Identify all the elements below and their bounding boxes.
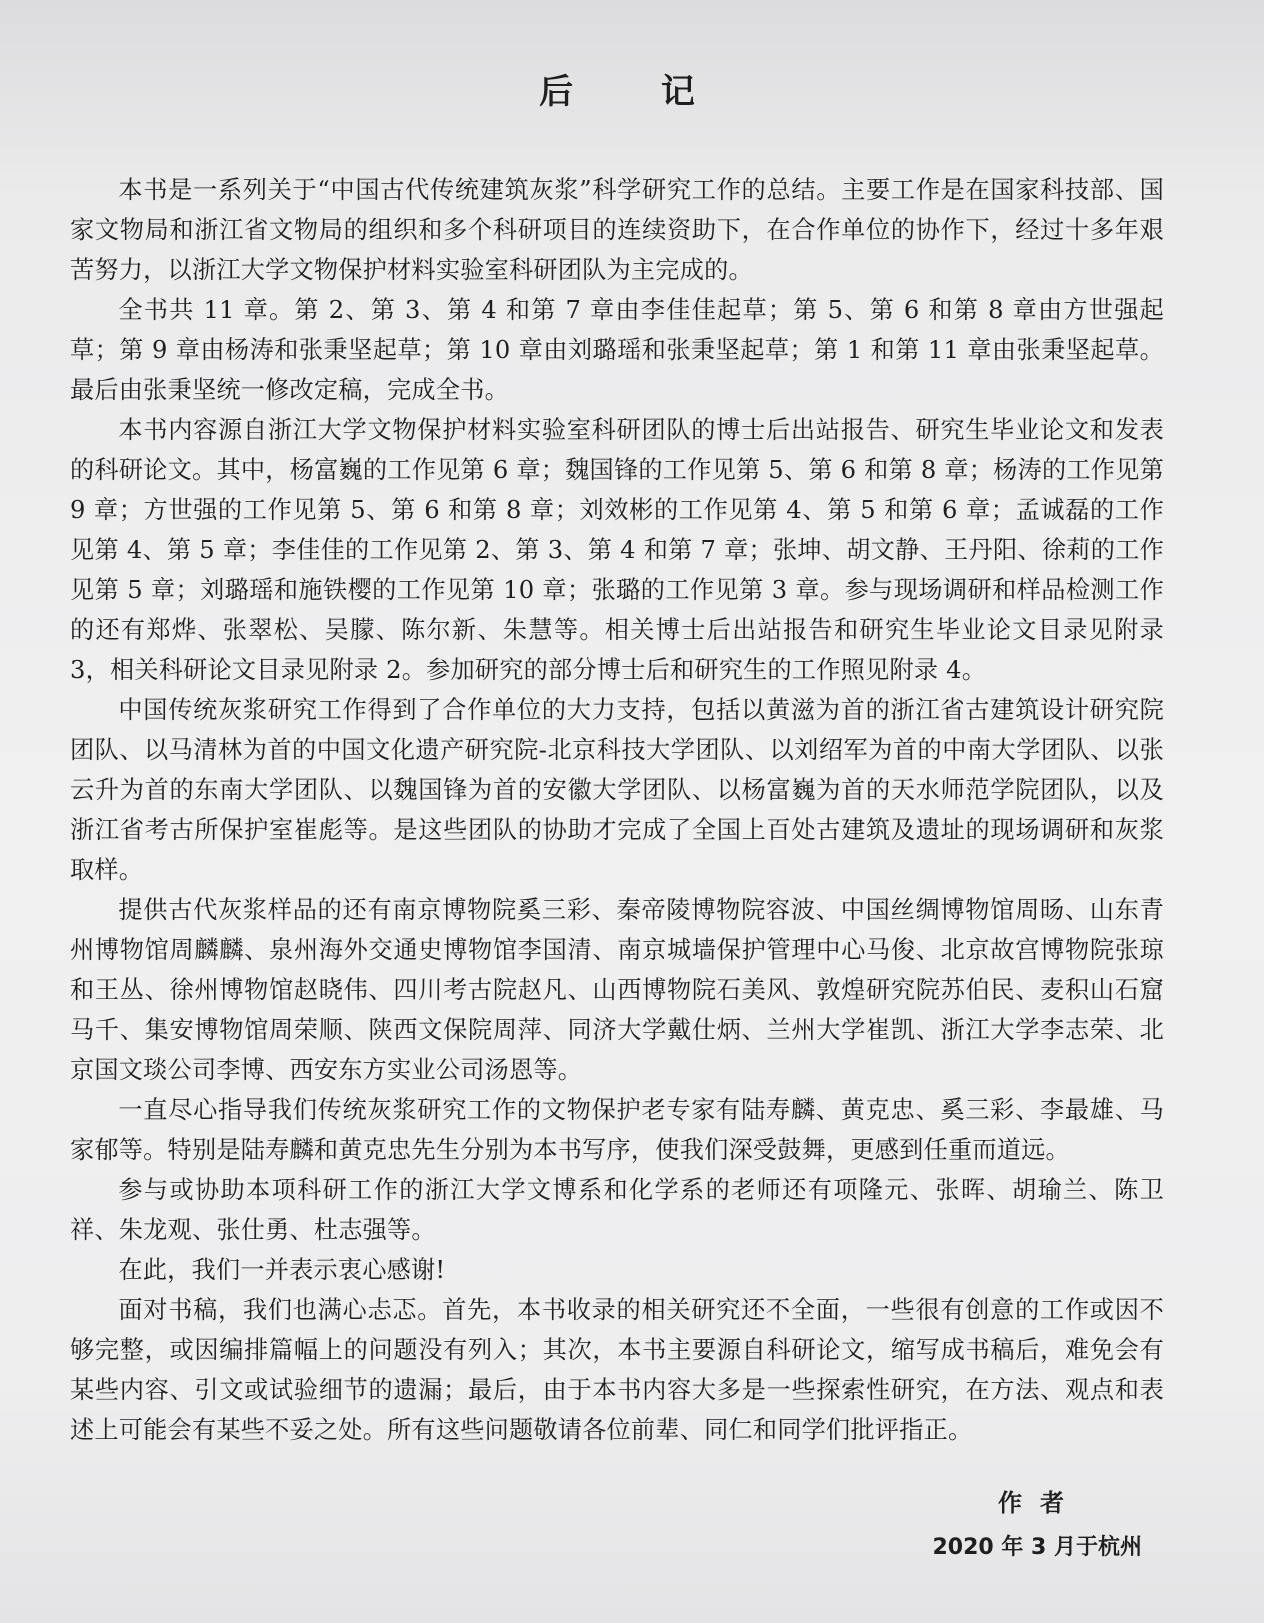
paragraph-faculty-help: 参与或协助本项科研工作的浙江大学文博系和化学系的老师还有项隆元、张晖、胡瑜兰、陈卫祥、朱龙观、张仕勇、杜志强等。 (70, 1176, 1164, 1244)
page-title: 后 记 (539, 72, 733, 112)
paragraph-limitations: 面对书稿，我们也满心忐忑。首先，本书收录的相关研究还不全面，一些很有创意的工作或因不够完整，或因编排篇幅上的问题没有列入；其次，本书主要源自科研论文，缩写成书稿后，难免会有某些内容、引文或试验细节的遗漏；最后，由于本书内容大多是一些探索性研究，在方法、观点和表述上可能会有某些不妥之处。所有这些问题敬请各位前辈、同仁和同学们批评指正。 (70, 1296, 1164, 1444)
paragraph-sample-providers: 提供古代灰浆样品的还有南京博物院奚三彩、秦帝陵博物院容波、中国丝绸博物馆周旸、山东青州博物馆周麟麟、泉州海外交通史博物馆李国清、南京城墙保护管理中心马俊、北京故宫博物院张琼和王丛、徐州博物馆赵晓伟、四川考古院赵凡、山西博物院石美风、敦煌研究院苏伯民、麦积山石窟马千、集安博物馆周荣顺、陕西文保院周萍、同济大学戴仕炳、兰州大学崔凯、浙江大学李志荣、北京国文琰公司李博、西安东方实业公司汤恩等。 (70, 896, 1164, 1084)
paragraph-chapter-authors: 全书共 11 章。第 2、第 3、第 4 和第 7 章由李佳佳起草；第 5、第 6 和第 8 章由方世强起草；第 9 章由杨涛和张秉坚起草；第 10 章由刘璐瑶和张秉坚起草；第 1 和第 11 章由张秉坚起草。最后由张秉坚统一修改定稿，完成全书。 (70, 296, 1164, 404)
postscript-body (70, 170, 1164, 1450)
signature-author: 作者 (998, 1489, 1082, 1517)
signature-date: 2020 年 3 月于杭州 (932, 1535, 1142, 1560)
signature-block (932, 1485, 1142, 1567)
paragraph-thanks: 在此，我们一并表示衷心感谢! (118, 1256, 446, 1284)
paragraph-summary: 本书是一系列关于“中国古代传统建筑灰浆”科学研究工作的总结。主要工作是在国家科技部、国家文物局和浙江省文物局的组织和多个科研项目的连续资助下，在合作单位的协作下，经过十多年艰苦努力，以浙江大学文物保护材料实验室科研团队为主完成的。 (70, 176, 1164, 284)
paragraph-content-sources: 本书内容源自浙江大学文物保护材料实验室科研团队的博士后出站报告、研究生毕业论文和发表的科研论文。其中，杨富巍的工作见第 6 章；魏国锋的工作见第 5、第 6 和第 8 章；杨涛的工作见第 9 章；方世强的工作见第 5、第 6 和第 8 章；刘效彬的工作见第 4、第 5 和第 6 章；孟诚磊的工作见第 4、第 5 章；李佳佳的工作见第 2、第 3、第 4 和第 7 章；张坤、胡文静、王丹阳、徐莉的工作见第 5 章；刘璐瑶和施铁樱的工作见第 10 章；张璐的工作见第 3 章。参与现场调研和样品检测工作的还有郑烨、张翠松、吴朦、陈尔新、朱慧等。相关博士后出站报告和研究生毕业论文目录见附录 3，相关科研论文目录见附录 2。参加研究的部分博士后和研究生的工作照见附录 4。 (70, 416, 1164, 684)
paragraph-expert-guidance: 一直尽心指导我们传统灰浆研究工作的文物保护老专家有陆寿麟、黄克忠、奚三彩、李最雄、马家郁等。特别是陆寿麟和黄克忠先生分别为本书写序，使我们深受鼓舞，更感到任重而道远。 (70, 1096, 1164, 1164)
paragraph-partner-teams: 中国传统灰浆研究工作得到了合作单位的大力支持，包括以黄滋为首的浙江省古建筑设计研究院团队、以马清林为首的中国文化遗产研究院-北京科技大学团队、以刘绍军为首的中南大学团队、以张云升为首的东南大学团队、以魏国锋为首的安徽大学团队、以杨富巍为首的天水师范学院团队，以及浙江省考古所保护室崔彪等。是这些团队的协助才完成了全国上百处古建筑及遗址的现场调研和灰浆取样。 (70, 696, 1164, 884)
